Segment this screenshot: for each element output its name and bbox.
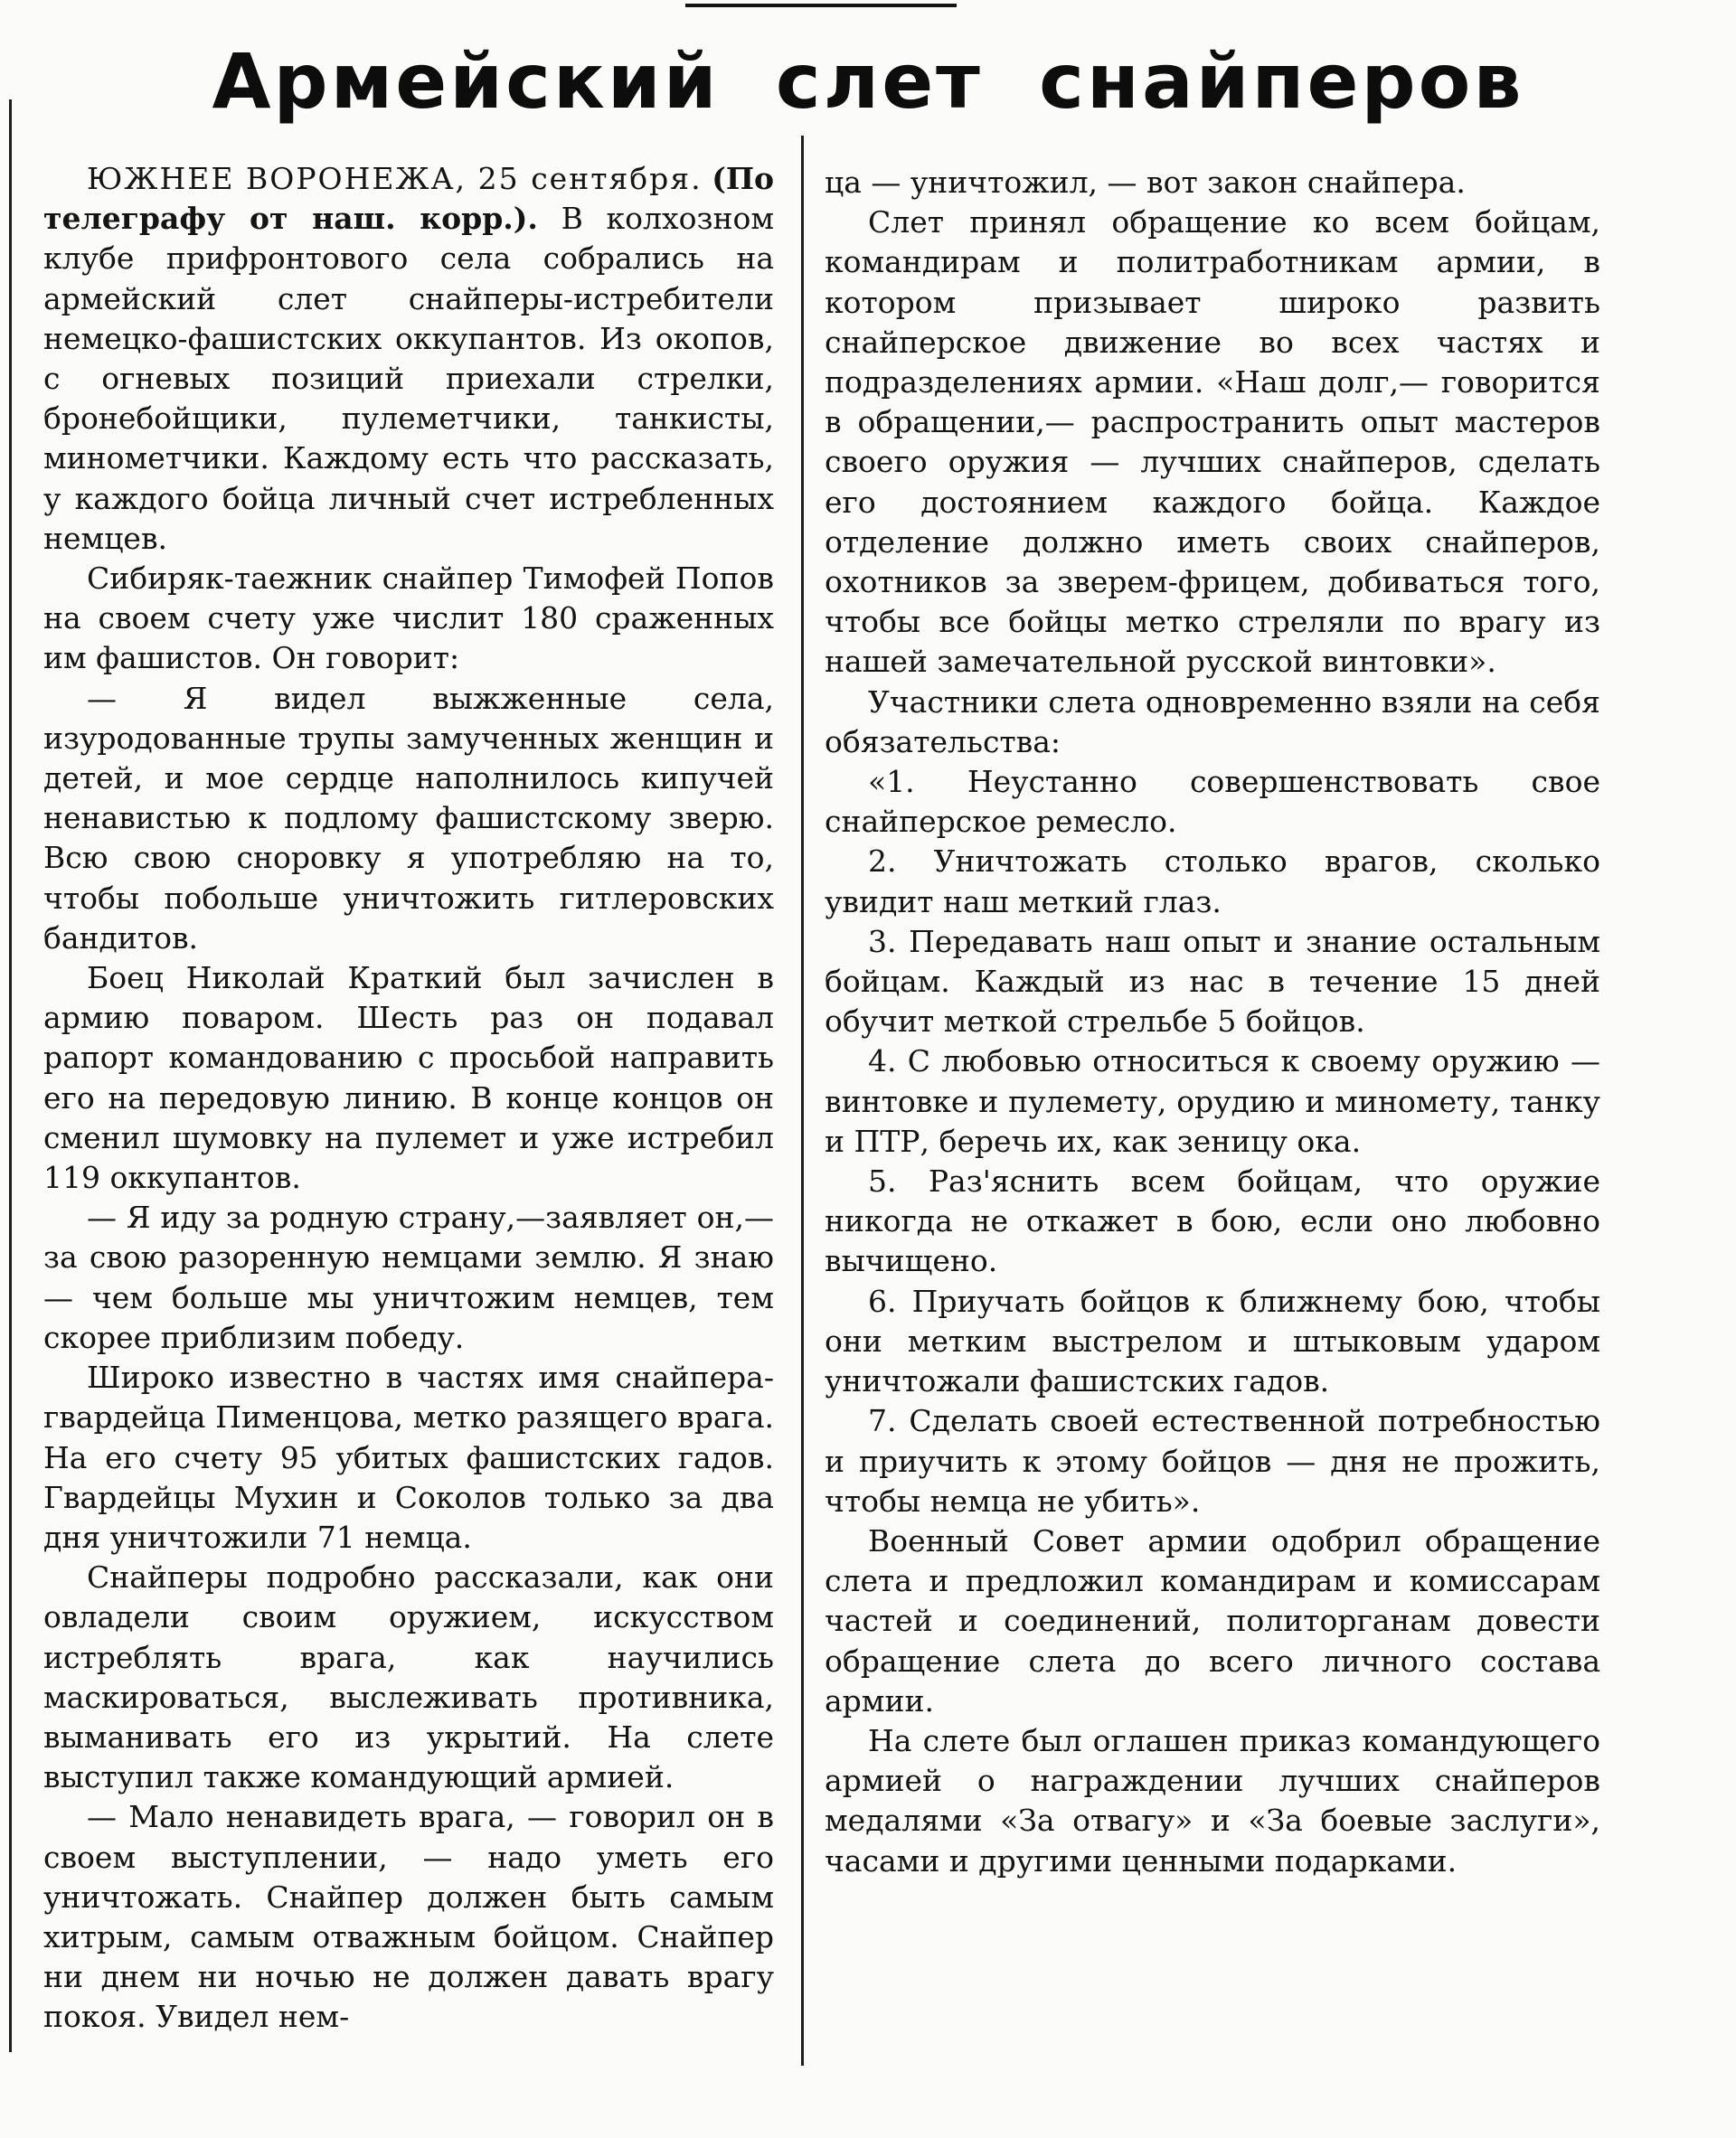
top-rule xyxy=(685,4,957,7)
paragraph-text: В колхозном клубе прифронтового села собрались на армейский слет снайперы-истребители немецко-фашистских оккупантов. Из окопов, с огневых позиций приехали стрелки, бронебойщики, пулеметчики, танкисты, минометчики. Каждому есть что рассказать, у каждого бойца личный счет истребленных немцев. xyxy=(43,201,774,556)
byline: (По телеграфу от наш. корр.). xyxy=(43,161,774,237)
paragraph: — Я видел выжженные села, изуродованные трупы замученных женщин и детей, и мое сердце наполнилось кипучей ненавистью к подлому фашистскому зверю. Всю свою сноровку я употребляю на то, чтобы побольше уничтожить гитлеровских бандитов. xyxy=(43,680,774,956)
paragraph: — Мало ненавидеть врага, — говорил он в своем выступлении, — надо уметь его уничтожать. Снайпер должен быть самым хитрым, самым отважным бойцом. Снайпер ни днем ни ночью не должен давать врагу покоя. Увидел нем- xyxy=(43,1799,774,2035)
paragraph: Сибиряк-таежник снайпер Тимофей Попов на своем счету уже числит 180 сраженных им фашистов. Он говорит: xyxy=(43,560,774,676)
paragraph: Широко известно в частях имя снайпера-гвардейца Пименцова, метко разящего врага. На его счету 95 убитых фашистских гадов. Гвардейцы Мухин и Соколов только за два дня уничтожили 71 немца. xyxy=(43,1360,774,1555)
paragraph: На слете был оглашен приказ командующего армией о награждении лучших снайперов медалями «За отвагу» и «За боевые заслуги», часами и другими ценными подарками. xyxy=(825,1722,1600,1879)
obligation-item: 4. С любовью относиться к своему оружию — винтовке и пулемету, орудию и миномету, танку и ПТР, беречь их, как зеницу ока. xyxy=(825,1043,1600,1159)
left-border-rule xyxy=(9,99,12,2052)
obligation-item: «1. Неустанно совершенствовать свое снайперское ремесло. xyxy=(825,764,1600,840)
obligation-item: 5. Раз'яснить всем бойцам, что оружие никогда не откажет в бою, если оно любовно вычищено. xyxy=(825,1163,1600,1279)
obligation-item: 2. Уничтожать столько врагов, сколько увидит наш меткий глаз. xyxy=(825,843,1600,919)
paragraph: Снайперы подробно рассказали, как они овладели своим оружием, искусством истреблять врага, как научились маскироваться, выслеживать противника, выманивать его из укрытий. На слете выступил также командующий армией. xyxy=(43,1559,774,1795)
paragraph: Слет принял обращение ко всем бойцам, командирам и политработникам армии, в котором призывает широко развить снайперское движение во всех частях и подразделениях армии. «Наш долг,— говорится в обращении,— распространить опыт мастеров своего оружия — лучших снайперов, сделать его достоянием каждого бойца. Каждое отделение должно иметь своих снайперов, охотников за зверем-фрицем, добиваться того, чтобы все бойцы метко стреляли по врагу из нашей замечательной русской винтовки». xyxy=(825,204,1600,680)
right-column xyxy=(825,163,1600,1881)
column-divider xyxy=(801,136,804,2066)
obligation-item: 7. Сделать своей естественной потребностью и приучить к этому бойцов — дня не прожить, чтобы немца не убить». xyxy=(825,1403,1600,1519)
left-column xyxy=(43,159,774,2038)
paragraph-continuation: ца — уничтожил, — вот закон снайпера. xyxy=(825,165,1466,200)
lead-paragraph xyxy=(43,159,774,559)
article-headline: Армейский слет снайперов xyxy=(212,37,1524,126)
paragraph: Боец Николай Краткий был зачислен в армию поваром. Шесть раз он подавал рапорт командованию с просьбой направить его на передовую линию. В конце концов он сменил шумовку на пулемет и уже истребил 119 оккупантов. xyxy=(43,960,774,1196)
paragraph: Военный Совет армии одобрил обращение слета и предложил командирам и комиссарам частей и соединений, политорганам довести обращение слета до всего личного состава армии. xyxy=(825,1522,1600,1719)
dateline: ЮЖНЕЕ ВОРОНЕЖА, 25 сентября. xyxy=(87,161,703,196)
paragraph: — Я иду за родную страну,—заявляет он,— за свою разоренную немцами землю. Я знаю — чем больше мы уничтожим немцев, тем скорее приблизим победу. xyxy=(43,1200,774,1355)
paragraph: Участники слета одновременно взяли на себя обязательства: xyxy=(825,683,1600,759)
obligation-item: 3. Передавать наш опыт и знание остальным бойцам. Каждый из нас в течение 15 дней обучит меткой стрельбе 5 бойцов. xyxy=(825,923,1600,1040)
obligation-item: 6. Приучать бойцов к ближнему бою, чтобы они метким выстрелом и штыковым ударом уничтожали фашистских гадов. xyxy=(825,1283,1600,1399)
